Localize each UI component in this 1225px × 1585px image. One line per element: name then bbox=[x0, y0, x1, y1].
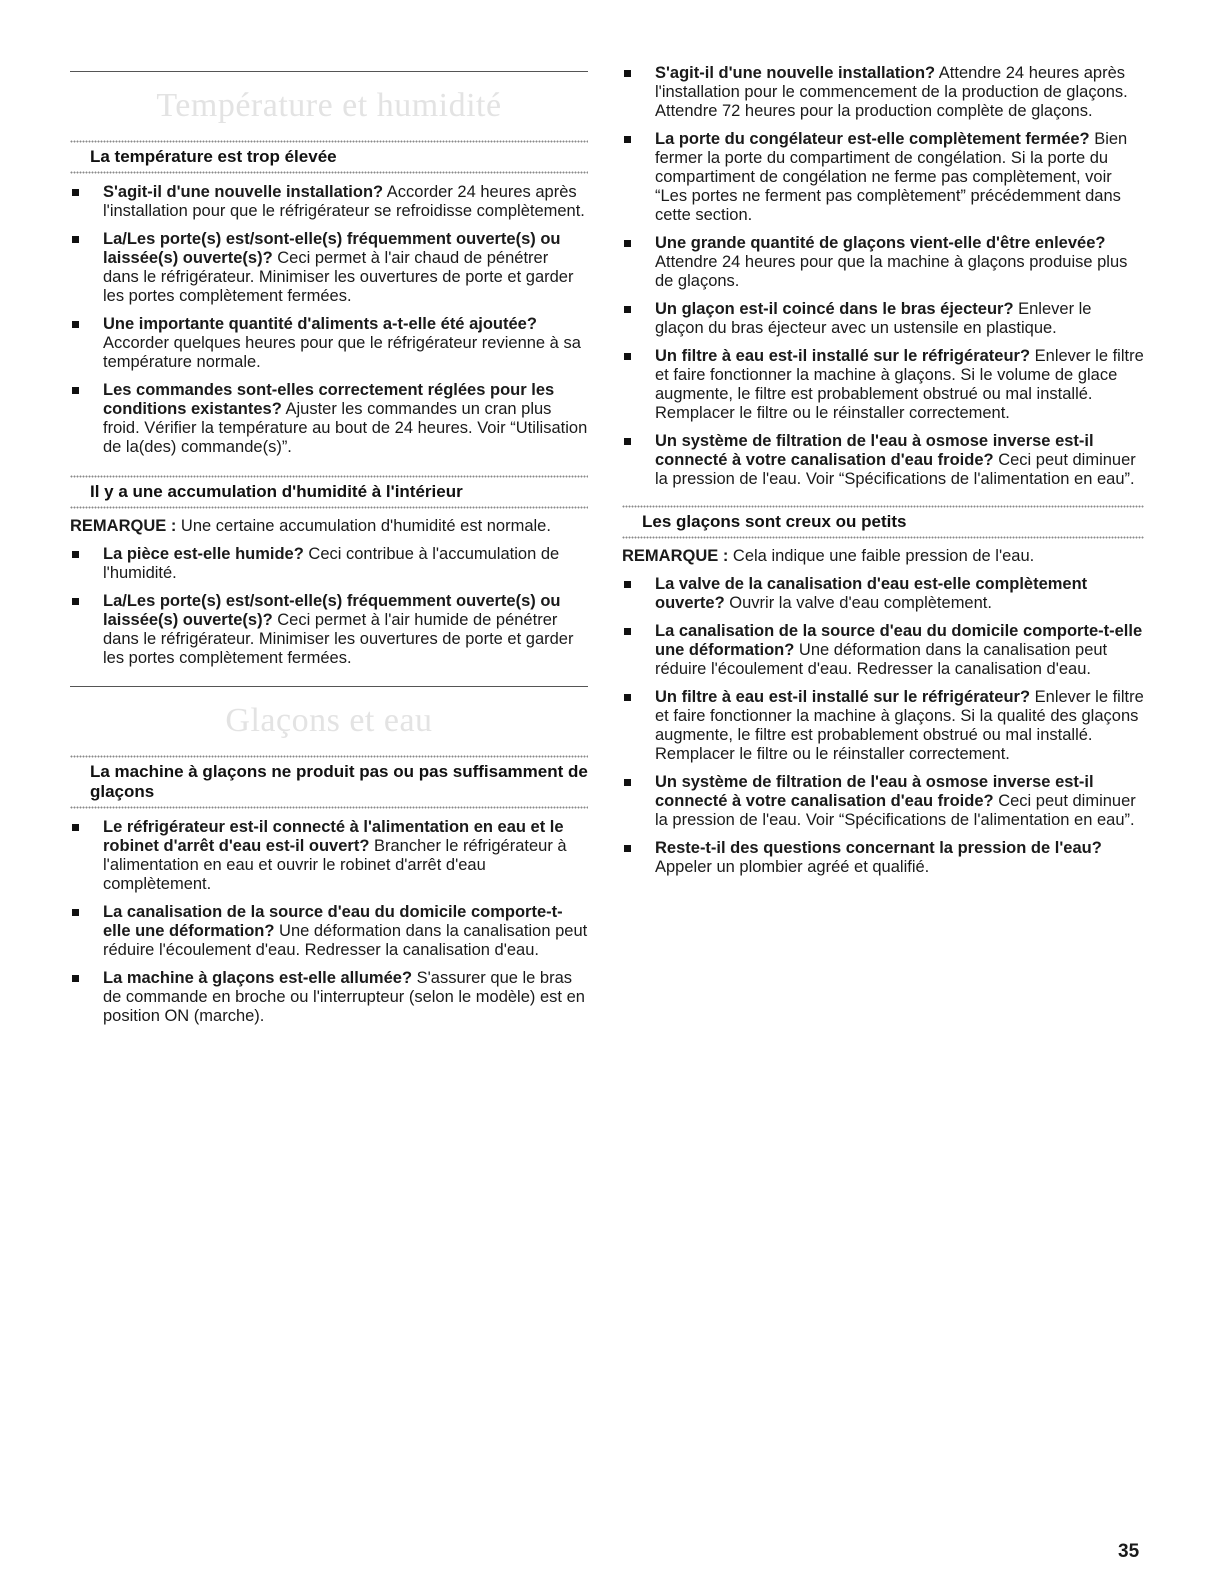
item-question: Un filtre à eau est-il installé sur le réfrigérateur? bbox=[655, 347, 1031, 365]
note-text: Cela indique une faible pression de l'eau. bbox=[728, 547, 1035, 565]
item-question: Un système de filtration de l'eau à osmose inverse est-il connecté à votre canalisation d'eau froide? bbox=[655, 773, 1094, 810]
bullet-icon bbox=[72, 824, 79, 831]
bullet-icon bbox=[72, 189, 79, 196]
item-question: Une grande quantité de glaçons vient-elle d'être enlevée? bbox=[655, 234, 1106, 252]
subheading-ice-maker: La machine à glaçons ne produit pas ou pas suffisamment de glaçons bbox=[90, 762, 588, 801]
item-answer: S'assurer que le bras de commande en broche ou l'interrupteur (selon le modèle) est en position ON (marche). bbox=[103, 969, 585, 1025]
item-answer: Enlever le glaçon du bras éjecteur avec un ustensile en plastique. bbox=[655, 300, 1092, 337]
list-item bbox=[622, 130, 1144, 225]
item-answer: Une déformation dans la canalisation peut réduire l'écoulement d'eau. Redresser la canalisation d'eau. bbox=[655, 641, 1108, 678]
list-item bbox=[622, 432, 1144, 489]
bullet-icon bbox=[72, 598, 79, 605]
item-question: Le réfrigérateur est-il connecté à l'alimentation en eau et le robinet d'arrêt d'eau est-il ouvert? bbox=[103, 818, 564, 855]
item-question: La canalisation de la source d'eau du domicile comporte-t-elle une déformation? bbox=[103, 903, 563, 940]
dotted-rule bbox=[70, 506, 588, 509]
list-item bbox=[70, 183, 588, 221]
item-answer: Enlever le filtre et faire fonctionner la machine à glaçons. Si la qualité des glaçons augmente, le filtre est probablement obstrué ou mal installé. Remplacer le filtre ou le réinstaller correctement. bbox=[655, 688, 1144, 763]
list-item bbox=[622, 347, 1144, 423]
list-item bbox=[622, 839, 1144, 877]
bullet-icon bbox=[72, 909, 79, 916]
list-item bbox=[70, 592, 588, 668]
bullet-icon bbox=[624, 70, 631, 77]
item-question: Reste-t-il des questions concernant la pression de l'eau? bbox=[655, 839, 1102, 857]
dotted-rule bbox=[622, 536, 1144, 539]
item-answer: Ajuster les commandes un cran plus froid. Vérifier la température au bout de 24 heures. Voir “Utilisation de la(des) commande(s)”. bbox=[103, 400, 588, 456]
list-item bbox=[622, 300, 1144, 338]
left-column bbox=[70, 0, 588, 1026]
item-answer: Appeler un plombier agréé et qualifié. bbox=[655, 858, 930, 876]
item-answer: Bien fermer la porte du compartiment de congélation. Si la porte du compartiment de congélation ne ferme pas complètement, voir “Les portes ne ferment pas complètement” précédemment dans cette section. bbox=[655, 130, 1128, 224]
list-item bbox=[70, 545, 588, 583]
item-answer: Ceci peut diminuer la pression de l'eau. Voir “Spécifications de l'alimentation en eau”. bbox=[655, 792, 1136, 829]
bullet-icon bbox=[624, 581, 631, 588]
list-item bbox=[70, 969, 588, 1026]
item-question: La porte du congélateur est-elle complètement fermée? bbox=[655, 130, 1090, 148]
item-answer: Enlever le filtre et faire fonctionner la machine à glaçons. Si le volume de glace augmente, le filtre est probablement obstrué ou mal installé. Remplacer le filtre ou le réinstaller correctement. bbox=[655, 347, 1144, 422]
dotted-rule bbox=[70, 806, 588, 809]
item-answer: Ouvrir la valve d'eau complètement. bbox=[724, 594, 992, 612]
item-question: S'agit-il d'une nouvelle installation? bbox=[103, 183, 384, 201]
page-number: 35 bbox=[1118, 1541, 1140, 1562]
list-item bbox=[622, 575, 1144, 613]
bullet-icon bbox=[72, 236, 79, 243]
item-question: Une importante quantité d'aliments a-t-elle été ajoutée? bbox=[103, 315, 537, 333]
item-answer: Ceci peut diminuer la pression de l'eau. Voir “Spécifications de l'alimentation en eau”. bbox=[655, 451, 1136, 488]
bullet-icon bbox=[72, 551, 79, 558]
list-item bbox=[622, 622, 1144, 679]
bullet-icon bbox=[72, 387, 79, 394]
item-question: La pièce est-elle humide? bbox=[103, 545, 304, 563]
item-answer: Accorder quelques heures pour que le réfrigérateur revienne à sa température normale. bbox=[103, 334, 581, 371]
item-question: La machine à glaçons est-elle allumée? bbox=[103, 969, 413, 987]
list-item bbox=[70, 381, 588, 457]
item-question: Un système de filtration de l'eau à osmose inverse est-il connecté à votre canalisation d'eau froide? bbox=[655, 432, 1094, 469]
section-title-temperature: Température et humidité bbox=[156, 87, 502, 124]
note-pressure bbox=[622, 547, 1144, 566]
section-title-ice-water: Glaçons et eau bbox=[225, 702, 433, 739]
item-question: La/Les porte(s) est/sont-elle(s) fréquemment ouverte(s) ou laissée(s) ouverte(s)? bbox=[103, 230, 561, 267]
bullet-icon bbox=[624, 438, 631, 445]
item-answer: Ceci permet à l'air humide de pénétrer dans le réfrigérateur. Minimiser les ouvertures de porte et garder les portes complètement fermées. bbox=[103, 611, 574, 667]
note-text: Une certaine accumulation d'humidité est normale. bbox=[176, 517, 551, 535]
list-item bbox=[70, 903, 588, 960]
list-temperature-high bbox=[70, 183, 588, 457]
list-item bbox=[622, 773, 1144, 830]
dotted-rule bbox=[70, 171, 588, 174]
list-ice-maker-continued bbox=[622, 64, 1144, 489]
item-answer: Ceci permet à l'air chaud de pénétrer dans le réfrigérateur. Minimiser les ouvertures de porte et garder les portes complètement fermées. bbox=[103, 249, 574, 305]
subheading-temperature-high: La température est trop élevée bbox=[90, 147, 337, 166]
list-hollow-ice bbox=[622, 575, 1144, 877]
bullet-icon bbox=[624, 136, 631, 143]
item-answer: Attendre 24 heures après l'installation pour le commencement de la production de glaçons. Attendre 72 heures pour la production complète de glaçons. bbox=[655, 64, 1128, 120]
bullet-icon bbox=[624, 306, 631, 313]
list-item bbox=[622, 688, 1144, 764]
item-question: La valve de la canalisation d'eau est-elle complètement ouverte? bbox=[655, 575, 1088, 612]
item-answer: Attendre 24 heures pour que la machine à glaçons produise plus de glaçons. bbox=[655, 253, 1128, 290]
item-question: S'agit-il d'une nouvelle installation? bbox=[655, 64, 936, 82]
note-label: REMARQUE : bbox=[70, 517, 177, 535]
bullet-icon bbox=[72, 321, 79, 328]
list-item bbox=[70, 230, 588, 306]
list-item bbox=[622, 64, 1144, 121]
list-ice-maker bbox=[70, 818, 588, 1026]
section-divider bbox=[70, 686, 588, 687]
list-item bbox=[70, 818, 588, 894]
item-question: Un filtre à eau est-il installé sur le réfrigérateur? bbox=[655, 688, 1031, 706]
bullet-icon bbox=[624, 779, 631, 786]
item-question: Les commandes sont-elles correctement réglées pour les conditions existantes? bbox=[103, 381, 555, 418]
item-answer: Brancher le réfrigérateur à l'alimentation en eau et ouvrir le robinet d'arrêt d'eau complètement. bbox=[103, 837, 567, 893]
list-item bbox=[622, 234, 1144, 291]
item-answer: Ceci contribue à l'accumulation de l'humidité. bbox=[103, 545, 560, 582]
bullet-icon bbox=[624, 628, 631, 635]
item-question: La canalisation de la source d'eau du domicile comporte-t-elle une déformation? bbox=[655, 622, 1143, 659]
bullet-icon bbox=[624, 845, 631, 852]
item-question: Un glaçon est-il coincé dans le bras éjecteur? bbox=[655, 300, 1014, 318]
note-label: REMARQUE : bbox=[622, 547, 729, 565]
bullet-icon bbox=[72, 975, 79, 982]
item-question: La/Les porte(s) est/sont-elle(s) fréquemment ouverte(s) ou laissée(s) ouverte(s)? bbox=[103, 592, 561, 629]
item-answer: Accorder 24 heures après l'installation pour que le réfrigérateur se refroidisse complètement. bbox=[103, 183, 585, 220]
subheading-humidity: Il y a une accumulation d'humidité à l'intérieur bbox=[90, 482, 463, 501]
right-column bbox=[622, 64, 1144, 877]
bullet-icon bbox=[624, 694, 631, 701]
subheading-hollow-ice: Les glaçons sont creux ou petits bbox=[642, 512, 907, 531]
list-humidity bbox=[70, 545, 588, 668]
item-answer: Une déformation dans la canalisation peut réduire l'écoulement d'eau. Redresser la canalisation d'eau. bbox=[103, 922, 588, 959]
bullet-icon bbox=[624, 353, 631, 360]
list-item bbox=[70, 315, 588, 372]
note-humidity bbox=[70, 517, 588, 536]
bullet-icon bbox=[624, 240, 631, 247]
section-divider bbox=[70, 71, 588, 72]
